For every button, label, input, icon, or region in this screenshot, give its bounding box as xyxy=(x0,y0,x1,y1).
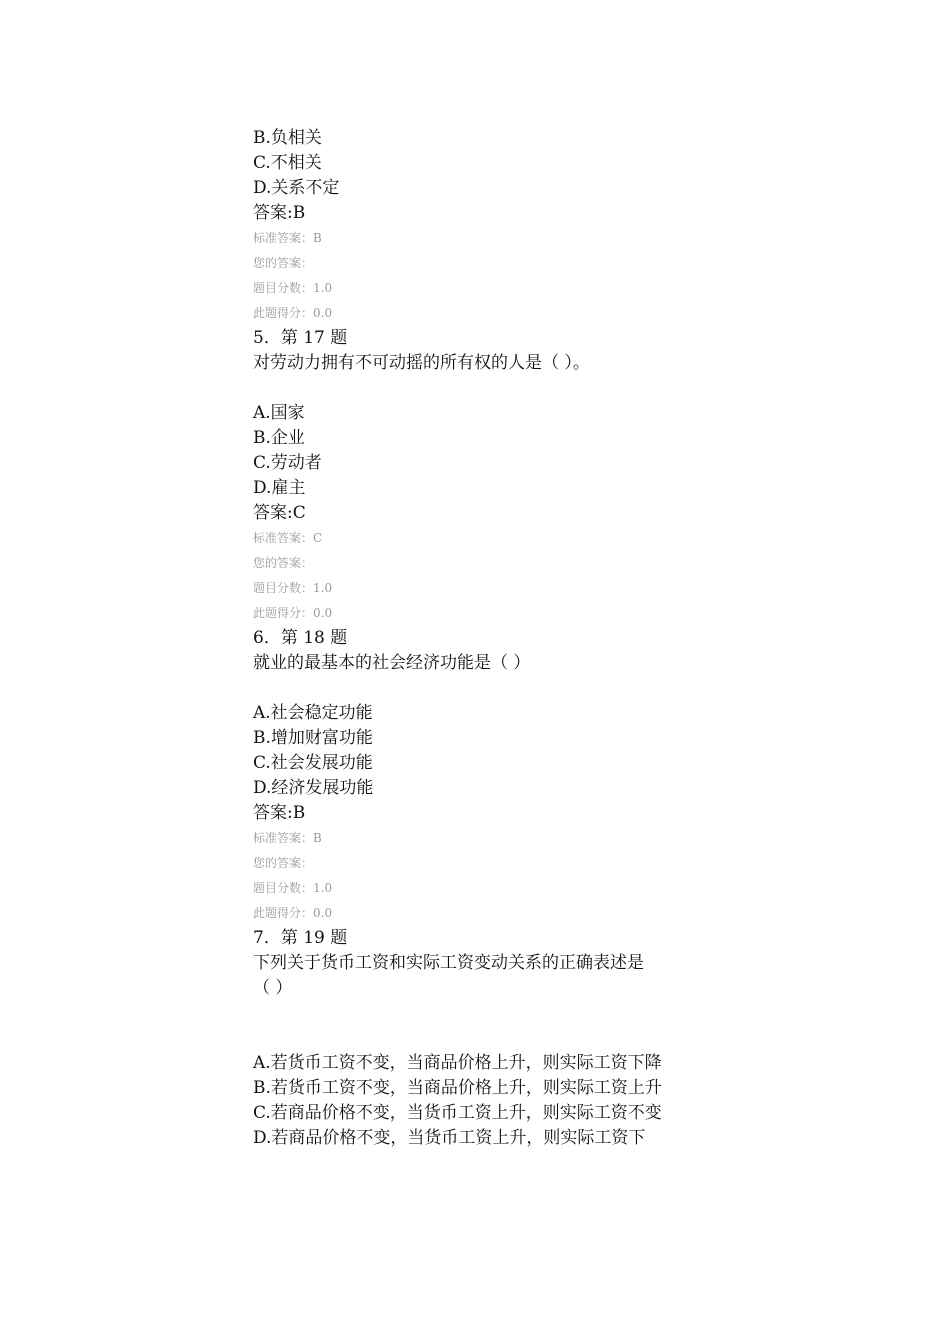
option-b: B.增加财富功能 xyxy=(253,728,373,748)
question-score: 此题得分：0.0 xyxy=(253,306,333,320)
answer: 答案:C xyxy=(253,503,306,523)
question-score: 此题得分：0.0 xyxy=(253,906,333,920)
question-stem-line-2: （ ） xyxy=(253,978,293,998)
document-page xyxy=(253,126,703,1151)
option-c: C.不相关 xyxy=(253,153,322,173)
question-7 xyxy=(253,926,703,1151)
option-a: A.若货币工资不变，当商品价格上升，则实际工资下降 xyxy=(253,1053,662,1073)
answer: 答案:B xyxy=(253,803,306,823)
option-d: D.雇主 xyxy=(253,478,306,498)
option-d: D.关系不定 xyxy=(253,178,340,198)
option-c: C.劳动者 xyxy=(253,453,322,473)
standard-answer: 标准答案：B xyxy=(253,831,322,845)
question-6 xyxy=(253,626,703,926)
question-points: 题目分数：1.0 xyxy=(253,881,333,895)
question-points: 题目分数：1.0 xyxy=(253,281,333,295)
question-heading: 5．第 17 题 xyxy=(253,328,348,348)
option-b: B.若货币工资不变，当商品价格上升，则实际工资上升 xyxy=(253,1078,662,1098)
question-4-tail xyxy=(253,126,703,326)
question-points: 题目分数：1.0 xyxy=(253,581,333,595)
standard-answer: 标准答案：B xyxy=(253,231,322,245)
option-a: A.国家 xyxy=(253,403,305,423)
option-d: D.若商品价格不变，当货币工资上升，则实际工资下 xyxy=(253,1128,646,1148)
option-b: B.企业 xyxy=(253,428,305,448)
answer: 答案:B xyxy=(253,203,306,223)
option-c: C.若商品价格不变，当货币工资上升，则实际工资不变 xyxy=(253,1103,662,1123)
question-heading: 7．第 19 题 xyxy=(253,928,348,948)
question-5 xyxy=(253,326,703,626)
option-a: A.社会稳定功能 xyxy=(253,703,373,723)
question-heading: 6．第 18 题 xyxy=(253,628,348,648)
spacer xyxy=(253,676,703,701)
question-stem: 对劳动力拥有不可动摇的所有权的人是（ ）。 xyxy=(253,353,590,373)
question-stem: 就业的最基本的社会经济功能是（ ） xyxy=(253,653,531,673)
question-score: 此题得分：0.0 xyxy=(253,606,333,620)
option-c: C.社会发展功能 xyxy=(253,753,373,773)
spacer xyxy=(253,376,703,401)
your-answer: 您的答案： xyxy=(253,856,314,870)
standard-answer: 标准答案：C xyxy=(253,531,323,545)
option-d: D.经济发展功能 xyxy=(253,778,374,798)
option-b: B.负相关 xyxy=(253,128,322,148)
your-answer: 您的答案： xyxy=(253,256,314,270)
your-answer: 您的答案： xyxy=(253,556,314,570)
question-stem-line-1: 下列关于货币工资和实际工资变动关系的正确表述是 xyxy=(253,953,644,973)
spacer xyxy=(253,1001,703,1051)
